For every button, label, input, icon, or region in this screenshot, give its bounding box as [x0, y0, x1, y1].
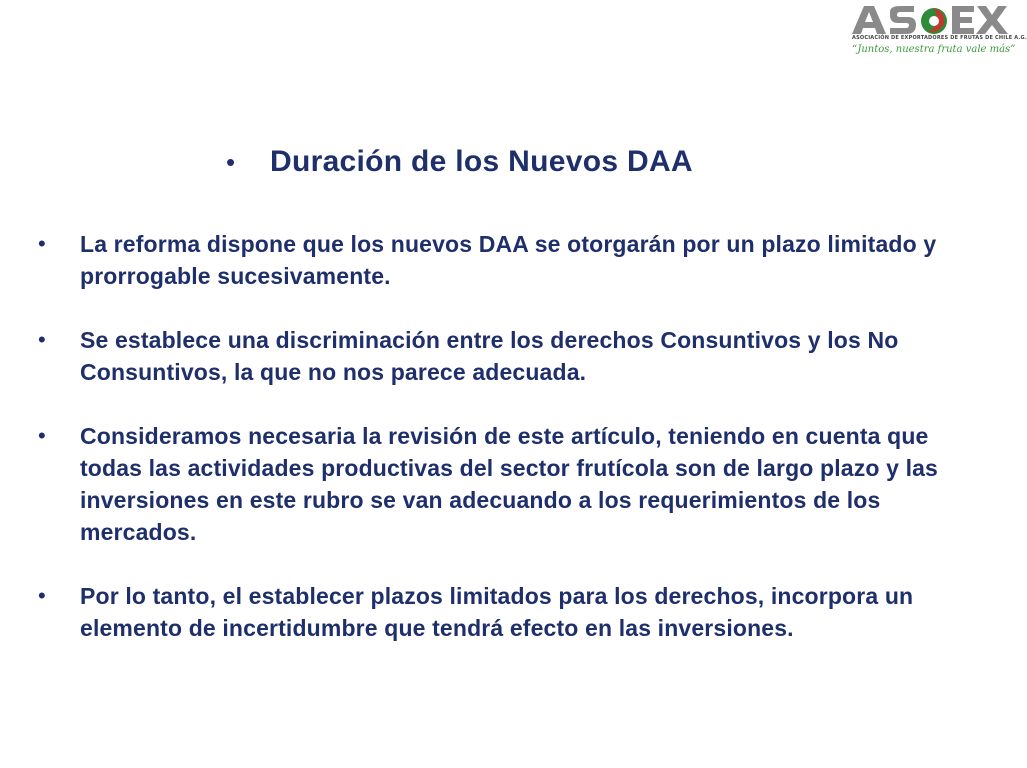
bullet-icon: • — [38, 231, 46, 256]
title-text: Duración de los Nuevos DAA — [270, 145, 693, 178]
bullet-icon: • — [38, 583, 46, 608]
list-item — [36, 324, 996, 388]
logo-subtitle: ASOCIACIÓN DE EXPORTADORES DE FRUTAS DE CHILE A.G. — [852, 35, 1027, 41]
list-item-text: La reforma dispone que los nuevos DAA se otorgarán por un plazo limitado y prorrogable sucesivamente. — [80, 231, 937, 289]
asoex-logo-mark — [850, 4, 1010, 36]
list-item — [36, 580, 996, 644]
bullet-icon: • — [38, 423, 46, 448]
list-item-text: Consideramos necesaria la revisión de este artículo, teniendo en cuenta que todas las actividades productivas del sector frutícola son de largo plazo y las inversiones en este rubro se van adecuando a los requerimientos de los mercados. — [80, 423, 938, 545]
logo-tagline: “Juntos, nuestra fruta vale más” — [852, 44, 1016, 55]
asoex-logo — [850, 4, 1027, 60]
title-bullet-icon: • — [226, 147, 236, 177]
list-item-text: Por lo tanto, el establecer plazos limitados para los derechos, incorpora un elemento de incertidumbre que tendrá efecto en las inversiones. — [80, 583, 914, 641]
list-item — [36, 420, 996, 548]
bullet-list — [36, 228, 996, 676]
list-item — [36, 228, 996, 292]
slide-title — [222, 140, 922, 184]
list-item-text: Se establece una discriminación entre los derechos Consuntivos y los No Consuntivos, la que no nos parece adecuada. — [80, 327, 899, 385]
bullet-icon: • — [38, 327, 46, 352]
